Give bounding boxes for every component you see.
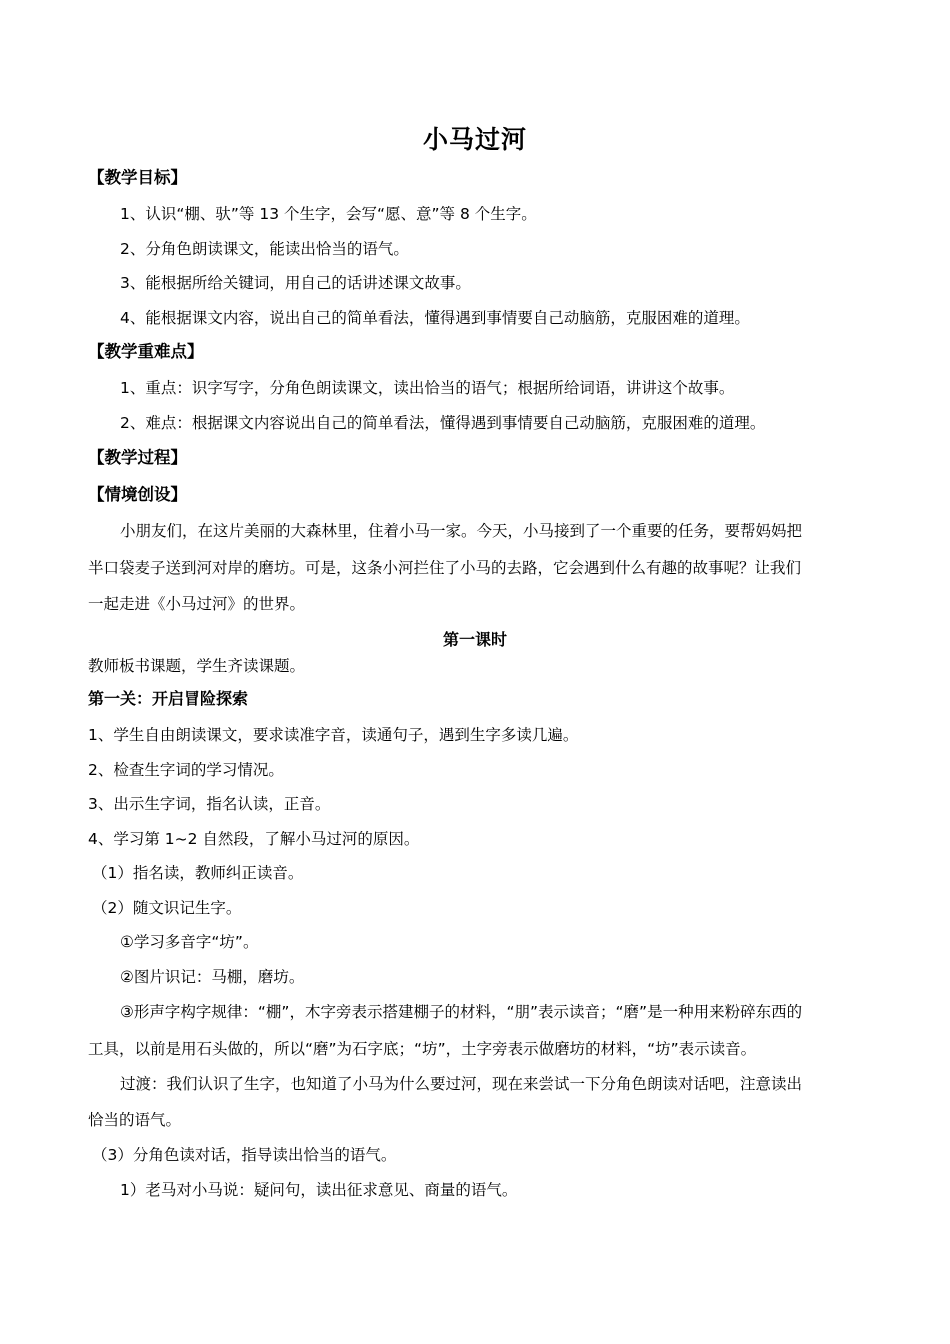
lesson-intro: 教师板书课题，学生齐读课题。: [88, 657, 306, 675]
step-item-2: 2、检查生字词的学习情况。: [88, 761, 284, 779]
char-item-1: ①学习多音字“坊”。: [120, 933, 259, 951]
goal-item-1: 1、认识“棚、驮”等 13 个生字，会写“愿、意”等 8 个生字。: [120, 205, 537, 223]
sub-step-3: （3）分角色读对话，指导读出恰当的语气。: [92, 1146, 397, 1164]
step-item-4: 4、学习第 1~2 自然段，了解小马过河的原因。: [88, 830, 420, 848]
document-title: 小马过河: [422, 125, 527, 154]
key-point-item-1: 1、重点：识字写字，分角色朗读课文，读出恰当的语气；根据所给词语，讲讲这个故事。: [120, 379, 735, 397]
scenario-line-2: 半口袋麦子送到河对岸的磨坊。可是，这条小河拦住了小马的去路，它会遇到什么有趣的故事呢？让我们: [88, 559, 802, 577]
step-item-1: 1、学生自由朗读课文，要求读准字音，读通句子，遇到生字多读几遍。: [88, 726, 579, 744]
key-point-item-2: 2、难点：根据课文内容说出自己的简单看法，懂得遇到事情要自己动脑筋，克服困难的道理。: [120, 414, 766, 432]
transition-line-2: 恰当的语气。: [88, 1111, 182, 1129]
goal-item-3: 3、能根据所给关键词，用自己的话讲述课文故事。: [120, 274, 471, 292]
goals-heading: 【教学目标】: [88, 168, 187, 187]
key-points-heading: 【教学重难点】: [88, 342, 204, 361]
transition-line-1: 过渡：我们认识了生字，也知道了小马为什么要过河，现在来尝试一下分角色朗读对话吧，注意读出: [120, 1075, 803, 1093]
sub-step-1: （1）指名读，教师纠正读音。: [92, 864, 304, 882]
step-item-3: 3、出示生字词，指名认读，正音。: [88, 795, 331, 813]
scenario-line-3: 一起走进《小马过河》的世界。: [88, 595, 306, 613]
char-rule-line-1: ③形声字构字规律：“棚”，木字旁表示搭建棚子的材料，“朋”表示读音；“磨”是一种用来粉碎东西的: [120, 1003, 803, 1021]
goal-item-2: 2、分角色朗读课文，能读出恰当的语气。: [120, 240, 409, 258]
goal-item-4: 4、能根据课文内容，说出自己的简单看法，懂得遇到事情要自己动脑筋，克服困难的道理。: [120, 309, 750, 327]
scenario-heading: 【情境创设】: [88, 485, 187, 504]
char-item-2: ②图片识记：马棚，磨坊。: [120, 968, 305, 986]
lesson-title: 第一课时: [442, 630, 507, 649]
scenario-line-1: 小朋友们，在这片美丽的大森林里，住着小马一家。今天，小马接到了一个重要的任务，要帮妈妈把: [120, 522, 803, 540]
sub-step-2: （2）随文识记生字。: [92, 899, 242, 917]
process-heading: 【教学过程】: [88, 448, 187, 467]
dialog-item-1: 1）老马对小马说：疑问句，读出征求意见、商量的语气。: [120, 1181, 518, 1199]
stage-heading: 第一关：开启冒险探索: [88, 689, 249, 708]
char-rule-line-2: 工具，以前是用石头做的，所以“磨”为石字底；“坊”，土字旁表示做磨坊的材料，“坊”表示读音。: [88, 1040, 757, 1058]
